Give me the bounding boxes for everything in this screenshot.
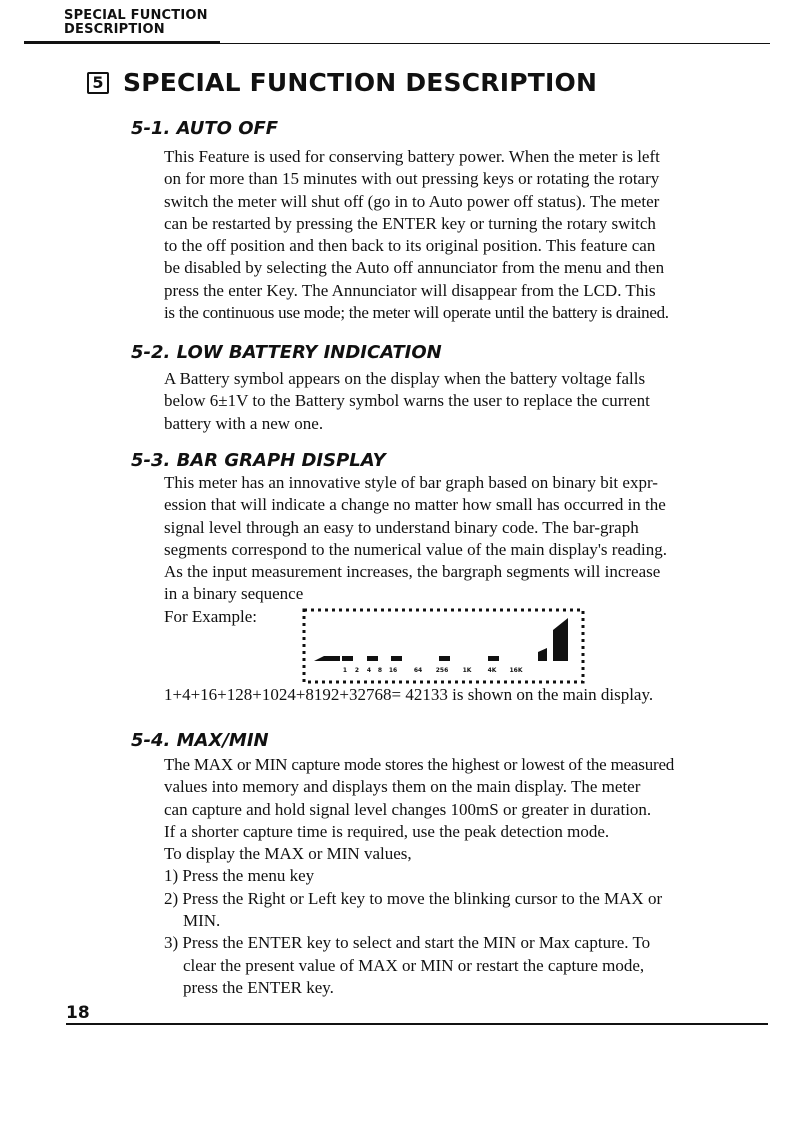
bar-label: 1 <box>342 667 348 674</box>
list-item-continuation: MIN. <box>183 911 221 931</box>
list-item-continuation: press the ENTER key. <box>183 977 334 997</box>
text-line: This meter has an innovative style of bar graph based on binary bit expr- <box>164 473 658 492</box>
auto-off-paragraph <box>164 146 764 324</box>
subsection-title-bar-graph: 5-3. BAR GRAPH DISPLAY <box>131 450 386 471</box>
footer-rule <box>66 1023 768 1025</box>
bar-graph-paragraph <box>164 472 764 606</box>
bar-segment <box>342 656 353 661</box>
bar-graph-formula: 1+4+16+128+1024+8192+32768= 42133 is shown on the main display. <box>164 685 654 704</box>
bar-segment <box>391 656 402 661</box>
bar-segment <box>488 656 499 661</box>
subsection-title-low-battery: 5-2. LOW BATTERY INDICATION <box>131 342 442 363</box>
text-line: press the enter Key. The Annunciator will disappear from the LCD. This <box>164 280 656 300</box>
bar-label: 16 <box>388 667 398 674</box>
text-line: If a shorter capture time is required, use the peak detection mode. <box>164 821 610 841</box>
bar-segment <box>367 656 378 661</box>
text-line: can be restarted by pressing the ENTER key or turning the rotary switch <box>164 213 656 233</box>
bar-segment-tall <box>553 618 568 661</box>
bar-label: 256 <box>435 667 449 674</box>
bar-label: 64 <box>413 667 423 674</box>
bar-label: 4 <box>366 667 372 674</box>
bar-label: 1K <box>462 667 472 674</box>
header-rule <box>24 43 770 44</box>
bar-segment <box>439 656 450 661</box>
text-line: A Battery symbol appears on the display when the battery voltage falls <box>164 369 646 388</box>
bar-label: 2 <box>354 667 360 674</box>
text-line: ession that will indicate a change no matter how small has occurred in the <box>164 495 666 515</box>
running-header <box>64 9 208 37</box>
text-line: in a binary sequence <box>164 584 304 604</box>
list-item: 1) Press the menu key <box>164 866 315 886</box>
text-line: battery with a new one. <box>164 413 324 433</box>
header-line-1: SPECIAL FUNCTION <box>64 8 208 23</box>
text-line: This Feature is used for conserving battery power. When the meter is left <box>164 147 660 166</box>
text-line: As the input measurement increases, the bargraph segments will increase <box>164 562 661 582</box>
text-line: to the off position and then back to its original position. This feature can <box>164 236 656 256</box>
subsection-title-max-min: 5-4. MAX/MIN <box>131 730 269 751</box>
list-item: 3) Press the ENTER key to select and start the MIN or Max capture. To <box>164 933 651 953</box>
page-number: 18 <box>66 1003 90 1023</box>
text-line: values into memory and displays them on the main display. The meter <box>164 777 641 797</box>
text-line: can capture and hold signal level changes 100mS or greater in duration. <box>164 799 652 819</box>
bar-label: 16K <box>509 667 523 674</box>
low-battery-paragraph <box>164 368 764 435</box>
text-line: be disabled by selecting the Auto off annunciator from the menu and then <box>164 258 665 278</box>
text-line: switch the meter will shut off (go in to Auto power off status). The meter <box>164 191 660 211</box>
section-number-badge: 5 <box>87 72 109 94</box>
text-line: signal level through an easy to understand binary code. The bar-graph <box>164 517 639 537</box>
text-line: on for more than 15 minutes with out pressing keys or rotating the rotary <box>164 169 660 189</box>
bar-segment-lead <box>314 656 340 661</box>
bar-segment-rising <box>538 648 547 661</box>
text-line: is the continuous use mode; the meter will operate until the battery is drained. <box>164 303 669 323</box>
section-heading: SPECIAL FUNCTION DESCRIPTION <box>123 68 598 97</box>
bar-graph-illustration <box>300 606 590 688</box>
text-line: To display the MAX or MIN values, <box>164 844 412 864</box>
subsection-title-auto-off: 5-1. AUTO OFF <box>131 118 279 139</box>
bar-label: 4K <box>487 667 497 674</box>
bar-label: 8 <box>377 667 383 674</box>
list-item-continuation: clear the present value of MAX or MIN or restart the capture mode, <box>183 955 645 975</box>
max-min-paragraph <box>164 754 764 999</box>
list-item: 2) Press the Right or Left key to move the blinking cursor to the MAX or <box>164 888 663 908</box>
text-line: segments correspond to the numerical value of the main display's reading. <box>164 539 668 559</box>
header-line-2: DESCRIPTION <box>64 22 165 37</box>
section-title <box>87 68 597 97</box>
text-line: below 6±1V to the Battery symbol warns the user to replace the current <box>164 391 650 411</box>
text-line: The MAX or MIN capture mode stores the highest or lowest of the measured <box>164 755 675 774</box>
example-label: For Example: <box>164 607 258 626</box>
